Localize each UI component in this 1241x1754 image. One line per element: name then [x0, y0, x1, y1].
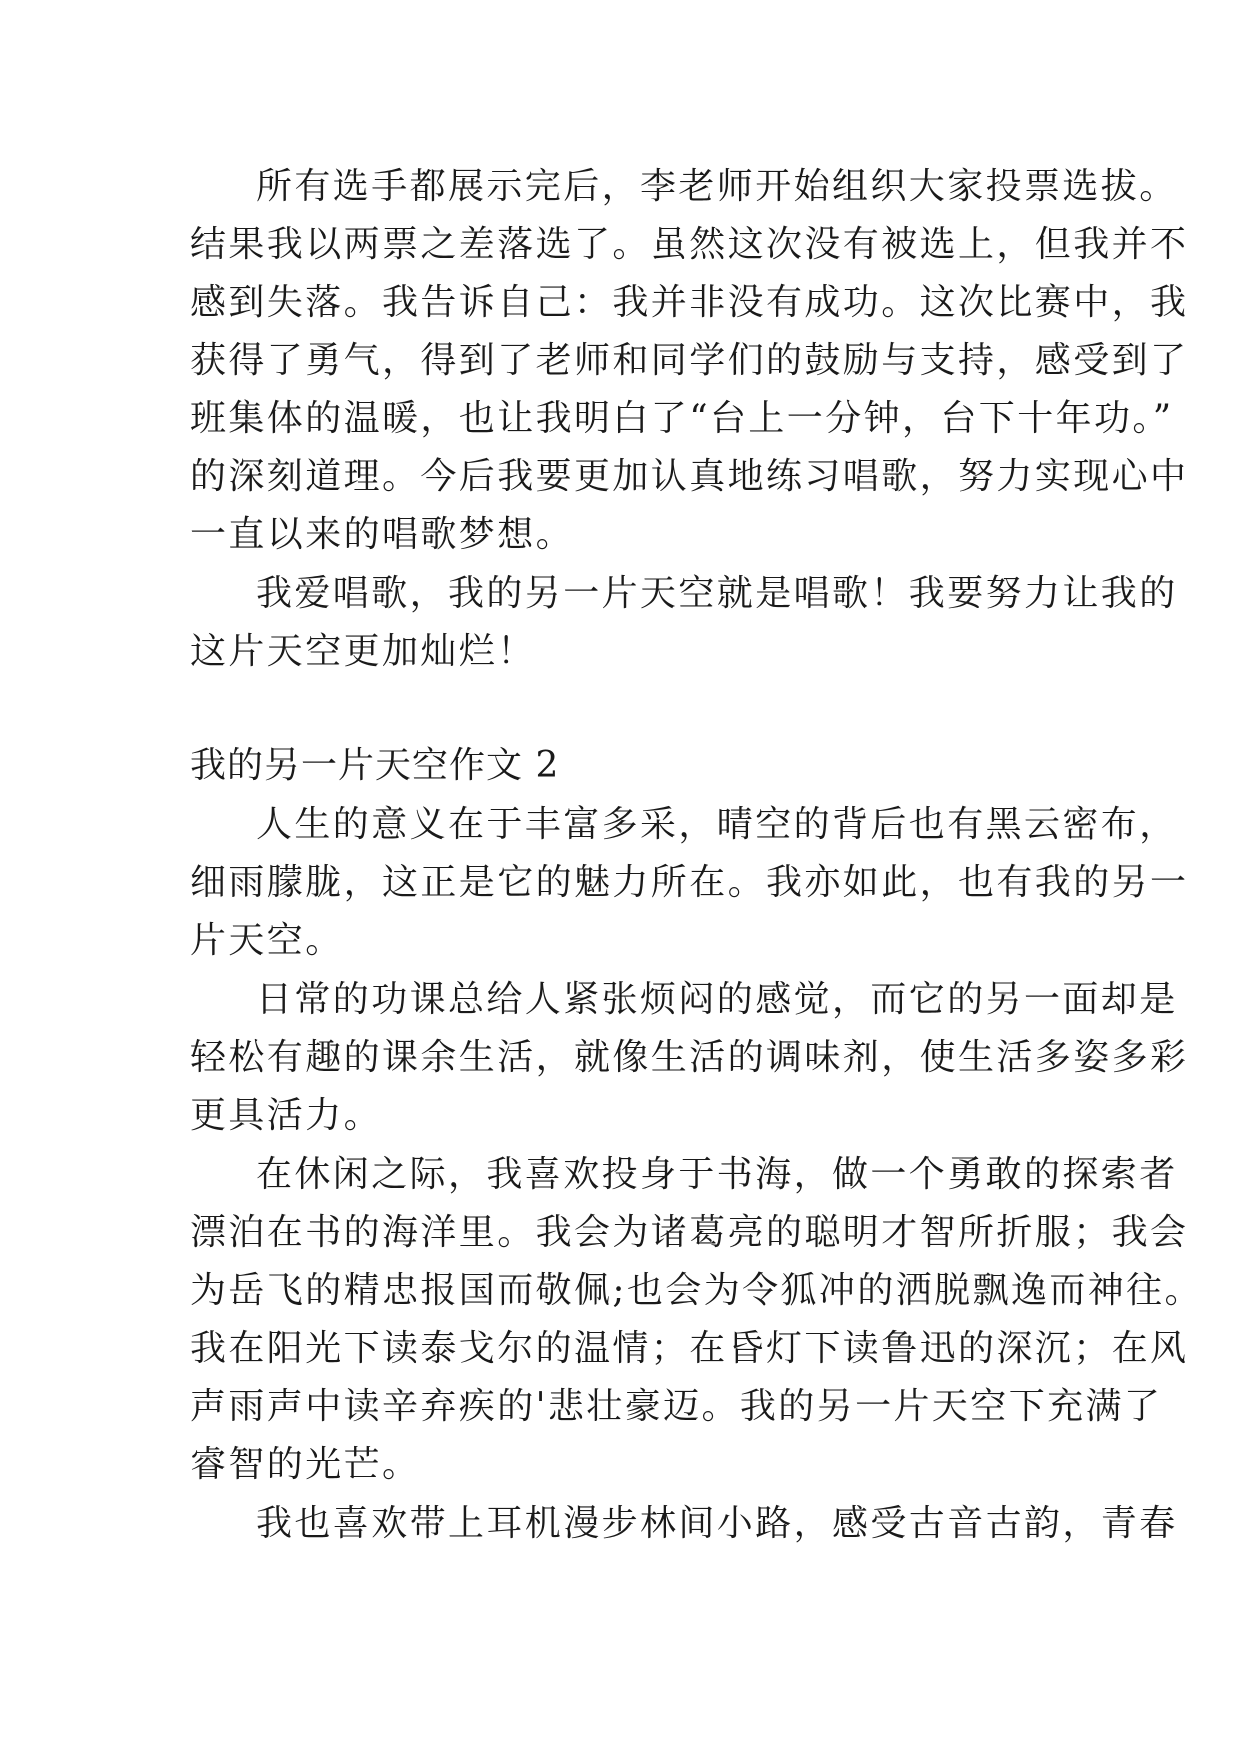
paragraph-1-line-4: 获得了勇气，得到了老师和同学们的鼓励与支持，感受到了 — [190, 340, 1189, 381]
paragraph-4-line-3: 更具活力。 — [190, 1095, 383, 1136]
paragraph-5-line-6: 睿智的光芒。 — [190, 1444, 421, 1485]
paragraph-1-line-1: 所有选手都展示完后，李老师开始组织大家投票选拔。 — [256, 166, 1178, 207]
paragraph-5-line-2: 漂泊在书的海洋里。我会为诸葛亮的聪明才智所折服；我会 — [190, 1212, 1189, 1253]
paragraph-1-line-5: 班集体的温暖，也让我明白了“台上一分钟，台下十年功。” — [190, 398, 1174, 439]
paragraph-3-line-1: 人生的意义在于丰富多采，晴空的背后也有黑云密布， — [256, 804, 1178, 845]
paragraph-5-line-5: 声雨声中读辛弃疾的'悲壮豪迈。我的另一片天空下充满了 — [190, 1386, 1163, 1427]
paragraph-4-line-2: 轻松有趣的课余生活，就像生活的调味剂，使生活多姿多彩 — [190, 1037, 1189, 1078]
paragraph-5-line-3: 为岳飞的精忠报国而敬佩;也会为令狐冲的洒脱飘逸而神往。 — [190, 1270, 1203, 1311]
paragraph-2-line-1: 我爱唱歌，我的另一片天空就是唱歌！我要努力让我的 — [256, 573, 1178, 614]
paragraph-5-line-4: 我在阳光下读泰戈尔的温情；在昏灯下读鲁迅的深沉；在风 — [190, 1328, 1189, 1369]
paragraph-1-line-7: 一直以来的唱歌梦想。 — [190, 514, 575, 555]
paragraph-3-line-3: 片天空。 — [190, 920, 344, 961]
paragraph-1-line-6: 的深刻道理。今后我要更加认真地练习唱歌，努力实现心中 — [190, 456, 1189, 497]
paragraph-4-line-1: 日常的功课总给人紧张烦闷的感觉，而它的另一面却是 — [256, 979, 1178, 1020]
paragraph-1-line-3: 感到失落。我告诉自己：我并非没有成功。这次比赛中，我 — [190, 282, 1189, 323]
paragraph-2-line-2: 这片天空更加灿烂！ — [190, 631, 536, 672]
paragraph-5-line-1: 在休闲之际，我喜欢投身于书海，做一个勇敢的探索者 — [256, 1154, 1178, 1195]
paragraph-6-line-1: 我也喜欢带上耳机漫步林间小路，感受古音古韵，青春 — [256, 1503, 1178, 1544]
paragraph-1-line-2: 结果我以两票之差落选了。虽然这次没有被选上，但我并不 — [190, 224, 1189, 265]
paragraph-3-line-2: 细雨朦胧，这正是它的魅力所在。我亦如此，也有我的另一 — [190, 862, 1189, 903]
section-title: 我的另一片天空作文 2 — [190, 745, 560, 786]
